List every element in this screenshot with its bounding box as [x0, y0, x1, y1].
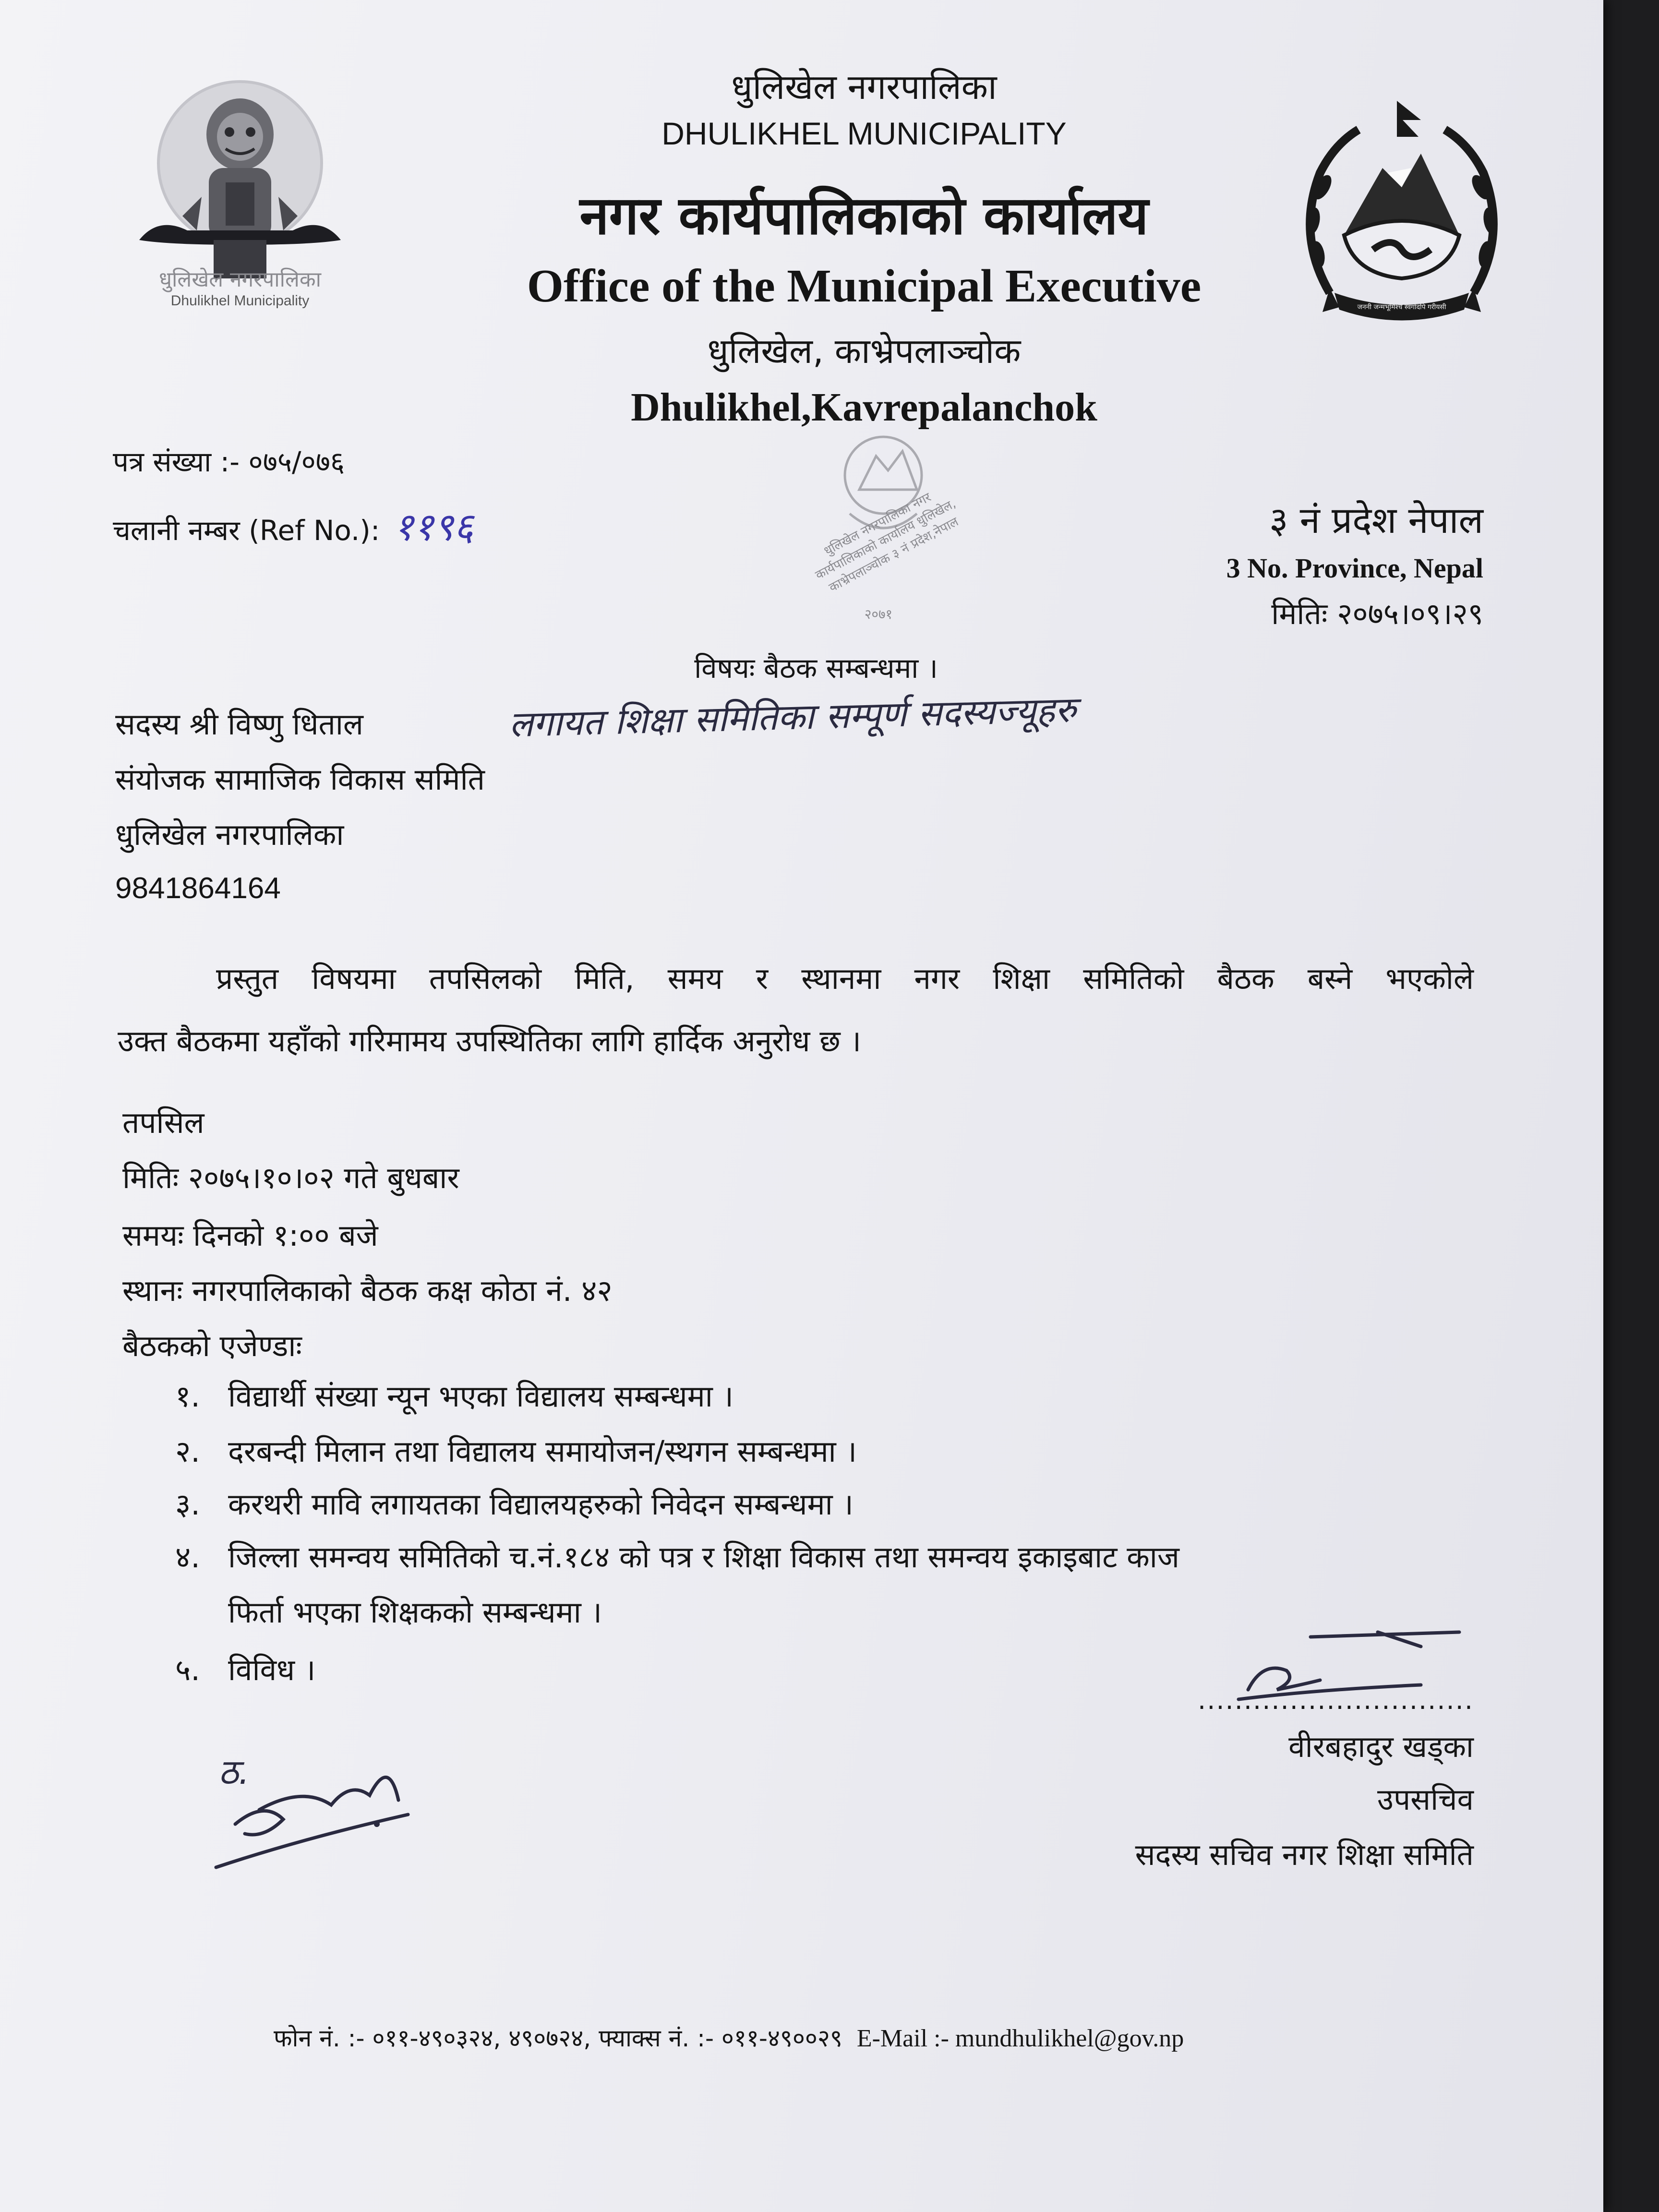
patra-label: पत्र संख्या :- [113, 445, 240, 478]
header-address-en: Dhulikhel,Kavrepalanchok [631, 385, 1097, 430]
recipient-organization: धुलिखेल नगरपालिका [115, 817, 344, 852]
agenda-item-3 [175, 1483, 854, 1524]
signatory-name: वीरबहादुर खड्का [1288, 1729, 1474, 1764]
header-office-en: Office of the Municipal Executive [527, 260, 1202, 312]
details-place: स्थानः नगरपालिकाको बैठक कक्ष कोठा नं. ४२ [122, 1273, 613, 1308]
agenda-heading: बैठकको एजेण्डाः [122, 1328, 302, 1363]
header-municipality-en: DHULIKHEL MUNICIPALITY [661, 116, 1067, 151]
signature-dots: .............................. [1198, 1685, 1474, 1715]
footer-email: E-Mail :- mundhulikhel@gov.np [856, 2025, 1184, 2052]
agenda-text: विद्यार्थी संख्या न्यून भएका विद्यालय सम्बन्धमा । [228, 1379, 734, 1414]
province-ne: ३ नं प्रदेश नेपाल [1269, 499, 1483, 541]
recipient-handwritten-addition: लगायत शिक्षा समितिका सम्पूर्ण सदस्यज्यूहरु [508, 689, 1077, 745]
government-emblem [1277, 91, 1527, 341]
date-value: २०७५।०९।२९ [1337, 596, 1483, 631]
municipality-logo [130, 72, 350, 322]
agenda-text: दरबन्दी मिलान तथा विद्यालय समायोजन/स्थगन सम्बन्धमा । [228, 1434, 857, 1469]
body-line-2: उक्त बैठकमा यहाँको गरिमामय उपस्थितिका लागि हार्दिक अनुरोध छ । [118, 1023, 861, 1058]
footer-contact [274, 2021, 1184, 2054]
agenda-num: २. [175, 1434, 200, 1469]
patra-sankhya [113, 442, 345, 480]
chalani-number [113, 499, 473, 552]
agenda-text: करथरी मावि लगायतका विद्यालयहरुको निवेदन सम्बन्धमा । [228, 1487, 854, 1522]
agenda-num: ५. [175, 1652, 200, 1687]
agenda-text: विविध । [228, 1652, 316, 1687]
agenda-item-4 [175, 1536, 1471, 1576]
header-municipality-ne: धुलिखेल नगरपालिका [731, 67, 997, 107]
recipient-phone: 9841864164 [115, 872, 281, 905]
emblem-motto: जननी जन्मभूमिश्च स्वर्गादपि गरीयसी [1357, 303, 1446, 311]
agenda-item-4-continued: फिर्ता भएका शिक्षकको सम्बन्धमा । [228, 1595, 602, 1630]
signatory-title: उपसचिव [1377, 1782, 1474, 1817]
header-address-ne: धुलिखेल, काभ्रेपलाञ्चोक [707, 331, 1021, 371]
office-stamp [773, 422, 994, 634]
agenda-num: ४. [175, 1539, 200, 1575]
header-office-ne: नगर कार्यपालिकाको कार्यालय [579, 185, 1149, 246]
stamp-text: धुलिखेल नगरपालिका नगर कार्यपालिकाको कार्यालय धुलिखेल, काभ्रेपलाञ्चोक ३ नं प्रदेश,नेपाल [813, 490, 961, 595]
details-date: मितिः २०७५।१०।०२ गते बुधबार [122, 1160, 459, 1195]
stamp-year: २०७१ [864, 606, 893, 622]
details-heading: तपसिल [122, 1105, 204, 1140]
logo-caption-ne: धुलिखेल नगरपालिका [158, 267, 322, 292]
recipient-name: सदस्य श्री विष्णु धिताल [115, 707, 363, 742]
agenda-item-2 [175, 1431, 857, 1471]
left-signature-scribble [206, 1728, 422, 1882]
date-label: मितिः [1271, 596, 1328, 631]
agenda-item-1 [175, 1375, 733, 1416]
letter-date [1104, 593, 1483, 633]
agenda-text: जिल्ला समन्वय समितिको च.नं.१८४ को पत्र र शिक्षा विकास तथा समन्वय इकाइबाट काज [228, 1539, 1179, 1575]
signatory-role: सदस्य सचिव नगर शिक्षा समिति [1135, 1837, 1474, 1872]
subject-line: विषयः बैठक सम्बन्धमा । [694, 652, 938, 685]
footer-phone-fax: फोन नं. :- ०११-४९०३२४, ४९०७२४, फ्याक्स नं. :- ०११-४९००२९ [274, 2024, 842, 2052]
body-line-1: प्रस्तुत विषयमा तपसिलको मिति, समय र स्थानमा नगर शिक्षा समितिको बैठक बस्ने भएकोले [216, 961, 1474, 996]
province-en: 3 No. Province, Nepal [1226, 553, 1483, 584]
agenda-num: १. [175, 1379, 200, 1414]
details-time: समयः दिनको १:०० बजे [122, 1218, 378, 1253]
patra-value: ०७५/०७६ [248, 445, 345, 478]
left-initial: ठ. [218, 1752, 250, 1792]
chalani-value: ११९६ [393, 505, 474, 549]
agenda-item-5 [175, 1649, 315, 1689]
agenda-num: ३. [175, 1487, 200, 1522]
logo-caption-en: Dhulikhel Municipality [170, 293, 310, 309]
recipient-designation: संयोजक सामाजिक विकास समिति [115, 762, 485, 797]
municipality-deity-emblem-icon [130, 72, 350, 283]
chalani-label: चलानी नम्बर (Ref No.): [113, 514, 380, 547]
